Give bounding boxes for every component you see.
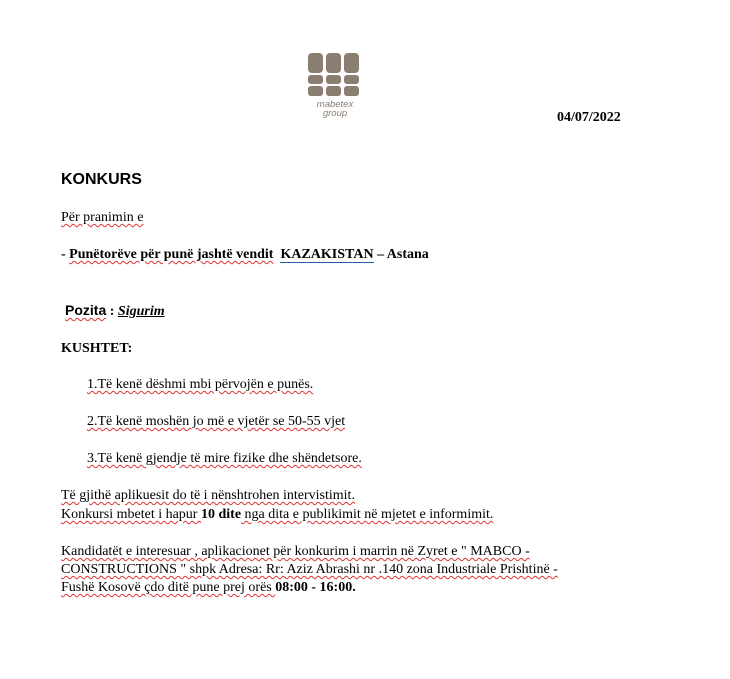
contact-line-2: CONSTRUCTIONS " shpk Adresa: Rr: Aziz Abrashi nr .140 zona Industriale Prishtinë - (61, 562, 558, 577)
intro-line: Për pranimin e (61, 210, 144, 225)
position-label: Pozita (65, 302, 107, 318)
logo-wordmark (302, 100, 368, 118)
contact-line-3-a: Fushë Kosovë çdo ditë pune prej orës (61, 580, 276, 595)
body-line-2 (61, 507, 493, 523)
body-line-2-bold: 10 dite (200, 507, 242, 522)
position-colon: : (106, 304, 118, 319)
condition-item-1: 1.Të kenë dëshmi mbi përvojën e punës. (87, 377, 314, 392)
document-date: 04/07/2022 (557, 110, 621, 125)
body-line-2-a: Konkursi mbetet i hapur (61, 507, 201, 522)
logo-text-line2: group (322, 108, 348, 119)
workers-dash: - (61, 247, 70, 262)
position-line (65, 302, 165, 320)
contact-hours: 08:00 - 16:00. (275, 580, 356, 595)
conditions-heading: KUSHTET: (61, 341, 133, 356)
city-name: Astana (386, 247, 429, 262)
workers-text: Punëtorëve për punë jashtë vendit (69, 247, 274, 262)
body-line-2-b: nga dita e publikimit në mjetet e informimit. (241, 507, 494, 522)
document-title: KONKURS (61, 171, 142, 188)
country-name: KAZAKISTAN (280, 247, 374, 262)
condition-item-3: 3.Të kenë gjendje të mire fizike dhe shëndetsore. (87, 451, 362, 466)
logo-text-line1: mabetex (316, 99, 354, 110)
body-line-1: Të gjithë aplikuesit do të i nënshtrohen intervistimit. (61, 488, 355, 503)
contact-line-1: Kandidatët e interesuar , aplikacionet për konkurim i marrin në Zyret e " MABCO - (61, 544, 530, 559)
condition-item-2: 2.Të kenë moshën jo më e vjetër se 50-55 vjet (87, 414, 346, 429)
contact-line-3 (61, 580, 356, 596)
position-value: Sigurim (117, 304, 165, 319)
workers-line (61, 247, 429, 263)
workers-sep: – (373, 247, 387, 262)
intro-text (61, 210, 143, 226)
